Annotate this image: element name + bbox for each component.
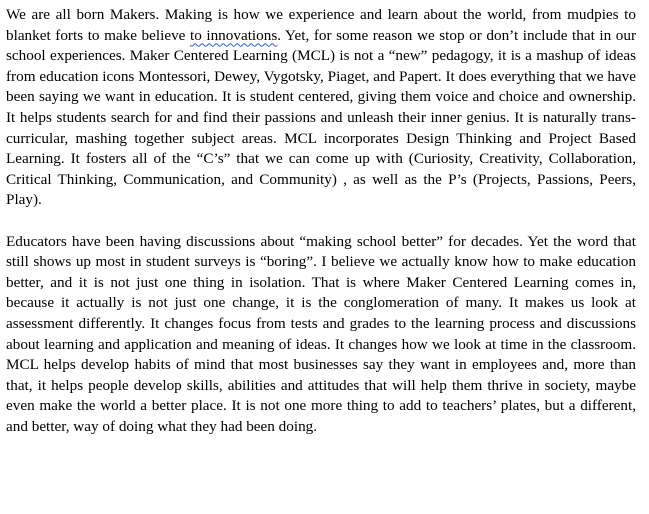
paragraph-1-text-start: We are all born Makers. Making is how we experience and learn about the world, from mudpies to blanket forts to make believe [6, 6, 636, 44]
grammar-flag-phrase[interactable]: to innovations [189, 26, 278, 44]
document-body[interactable] [6, 5, 636, 437]
paragraph-1-text-end: . Yet, for some reason we stop or don’t include that in our school experiences. Maker Centered Learning (MCL) is not a “new” pedagogy, it is a mashup of ideas from education icons Montessori, Dewey, Vygotsky, Piaget, and Papert. It does everything that we have been saying we want in education. It is student centered, giving them voice and choice and ownership. It helps students search for and find their passions and unleash their inner genius. It is naturally trans-curricular, mashing together subject areas. MCL incorporates Design Thinking and Project Based Learning. It fosters all of the “C’s” that we can come up with (Curiosity, Creativity, Collaboration, Critical Thinking, Communication, and Community) , as well as the P’s (Projects, Passions, Peers, Play). [6, 26, 637, 209]
paragraph-2: Educators have been having discussions about “making school better” for decades. Yet the word that still shows up most in student surveys is “boring”. I believe we actually know how to make education better, and it is not just one thing in isolation. That is where Maker Centered Learning comes in, because it actually is not just one change, it is the conglomeration of many. It makes us look at assessment differently. It changes focus from tests and grades to the learning process and discussions about learning and application and meaning of ideas. It changes how we look at time in the classroom. MCL helps develop habits of mind that most businesses say they want in employees and, more than that, it helps people develop skills, abilities and attitudes that will help them thrive in society, maybe even make the world a better place. It is not one more thing to add to teachers’ plates, but a different, and better, way of doing what they had been doing. [6, 232, 636, 435]
paragraph-1 [6, 5, 636, 211]
